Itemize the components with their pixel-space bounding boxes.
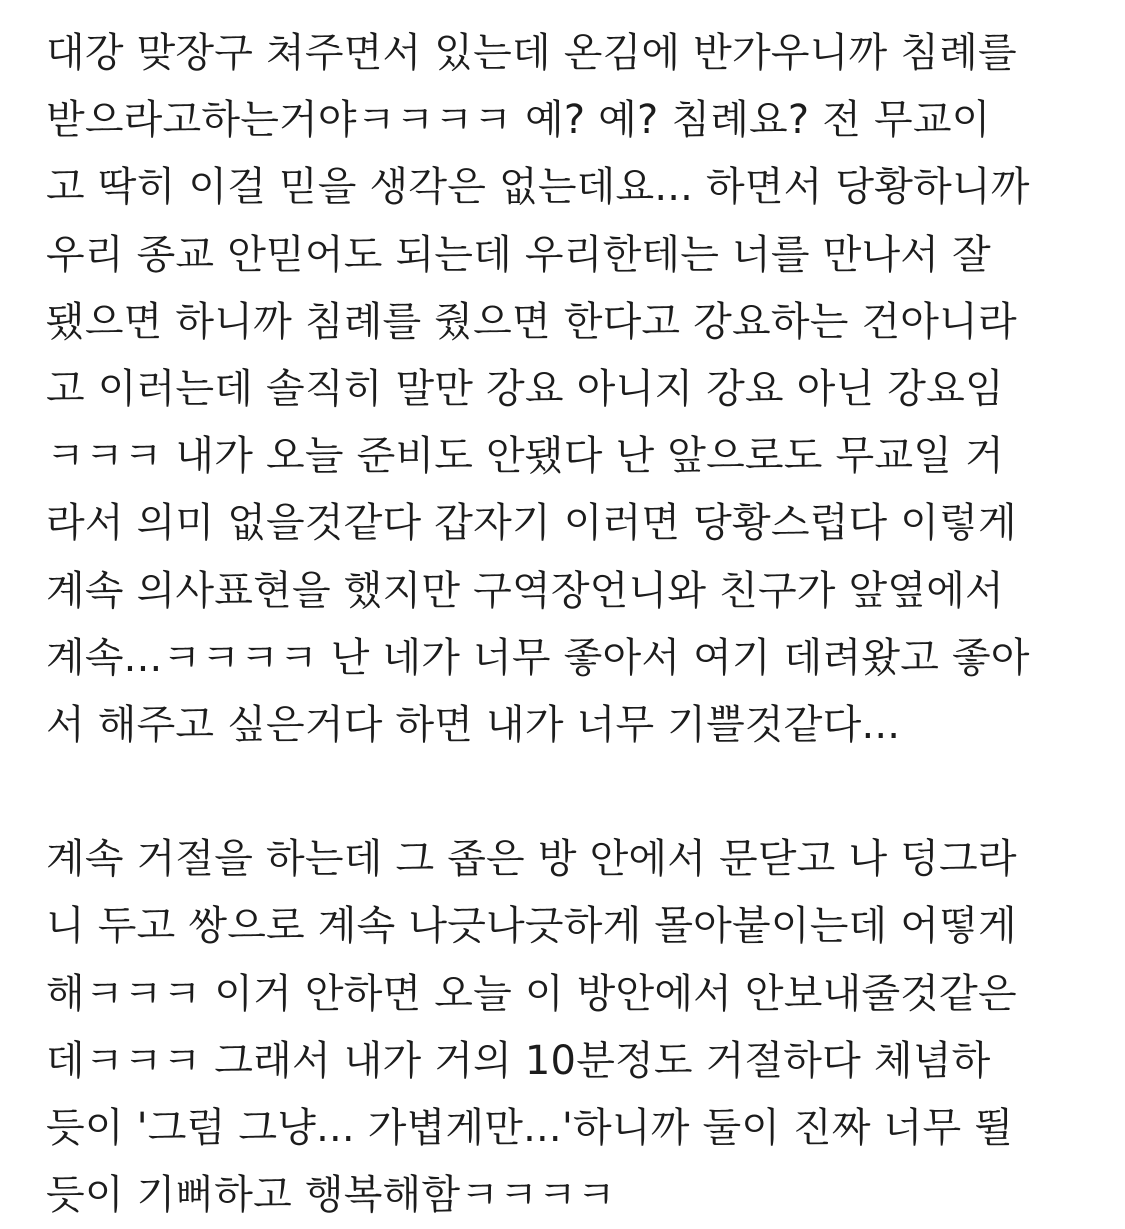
text-line: 고 이러는데 솔직히 말만 강요 아니지 강요 아닌 강요임 (46, 365, 1004, 412)
text-line: 받으라고하는거야ㅋㅋㅋㅋ 예? 예? 침례요? 전 무교이 (46, 97, 991, 144)
text-line: ㅋㅋㅋ 내가 오늘 준비도 안됐다 난 앞으로도 무교일 거 (46, 433, 1004, 480)
text-line: 대강 맞장구 쳐주면서 있는데 온김에 반가우니까 침례를 (46, 30, 1017, 76)
text-line: 고 딱히 이걸 믿을 생각은 없는데요... 하면서 당황하니까 (46, 164, 1030, 211)
paragraph-gap (46, 759, 1086, 826)
text-line: 해ㅋㅋㅋ 이거 안하면 오늘 이 방안에서 안보내줄것같은 (46, 970, 1017, 1017)
text-line: 니 두고 쌍으로 계속 나긋나긋하게 몰아붙이는데 어떻게 (46, 903, 1017, 950)
text-line: 계속...ㅋㅋㅋㅋ 난 네가 너무 좋아서 여기 데려왔고 좋아 (46, 634, 1030, 681)
paragraph-2 (46, 826, 1086, 1229)
paragraph-1 (46, 20, 1086, 759)
text-line: 계속 의사표현을 했지만 구역장언니와 친구가 앞옆에서 (46, 567, 1004, 614)
text-line: 듯이 '그럼 그냥... 가볍게만...'하니까 둘이 진짜 너무 뛸 (46, 1105, 1014, 1151)
text-line: 우리 종교 안믿어도 되는데 우리한테는 너를 만나서 잘 (46, 231, 991, 278)
text-line: 듯이 기뻐하고 행복해함ㅋㅋㅋㅋ (46, 1172, 616, 1219)
text-line: 서 해주고 싶은거다 하면 내가 너무 기쁠것같다... (46, 701, 901, 748)
text-line: 됐으면 하니까 침례를 줬으면 한다고 강요하는 건아니라 (46, 298, 1017, 345)
text-line: 데ㅋㅋㅋ 그래서 내가 거의 10분정도 거절하다 체념하 (46, 1037, 991, 1084)
text-line: 계속 거절을 하는데 그 좁은 방 안에서 문닫고 나 덩그라 (46, 836, 1017, 883)
post-body (46, 20, 1086, 1229)
text-line: 라서 의미 없을것같다 갑자기 이러면 당황스럽다 이렇게 (46, 500, 1017, 547)
